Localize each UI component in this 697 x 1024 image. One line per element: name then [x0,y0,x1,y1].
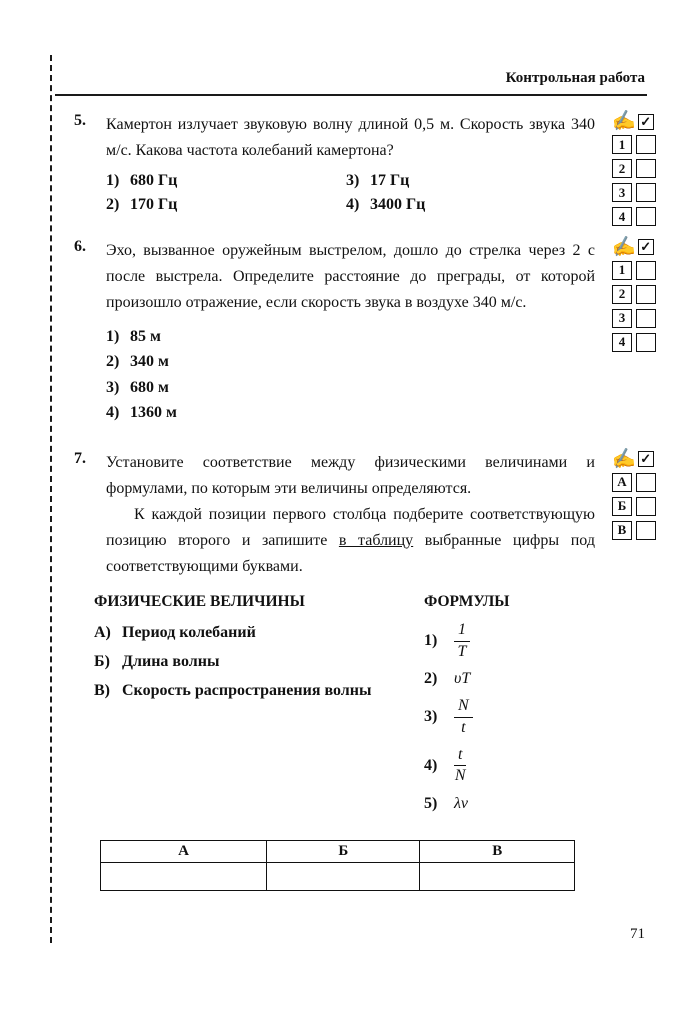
formula-number: 3) [424,708,438,726]
question-number: 6. [74,237,86,255]
answer-boxes-q6 [610,235,672,357]
option-number: 4) [106,404,120,422]
quantity-item-b [94,650,424,674]
formula-number: 4) [424,756,438,774]
answer-fill-box[interactable] [636,285,656,304]
question-5 [72,109,652,224]
answer-label-box: 2 [612,285,632,304]
answer-label-box: 1 [612,261,632,280]
answer-slot-2 [612,285,672,304]
question-intro: Установите соответствие между физическими величинами и формулами, по которым эти величины определяются. [106,453,595,497]
quantities-column [94,593,424,821]
option-text: 3400 Гц [370,195,426,213]
answer-boxes-q7 [610,447,672,545]
table-answer-cell-b[interactable] [267,862,420,890]
option-text: 680 м [130,378,169,396]
table-answer-cell-v[interactable] [420,862,575,890]
option [106,324,595,350]
answer-table-row [101,862,575,890]
answer-table-header [101,840,575,862]
page-number: 71 [630,926,645,942]
pencil-icon: ✍ [610,235,638,260]
answer-slot-3 [612,183,672,202]
formula-2 [424,670,594,688]
answer-slot-4 [612,333,672,352]
instruction-text: К каждой позиции первого столбца подберите соответствующую позицию второго и запишите [106,505,595,549]
answer-label-box: 2 [612,159,632,178]
question-text: Эхо, вызванное оружейным выстрелом, дошло до стрелка через 2 с после выстрела. Определите расстояние до преграды, от которой произошло отражение, если скорость звука в воздухе 340 м/с. [106,241,595,311]
formula-4 [424,746,594,786]
item-letter: В) [94,682,110,700]
question-6 [72,235,652,426]
option [106,196,346,214]
checked-checkbox[interactable]: ✓ [638,114,654,130]
page-header-title: Контрольная работа [505,70,645,86]
answer-slot-a [612,473,672,492]
formula-expression: υT [454,670,471,688]
option [106,349,595,375]
item-letter: Б) [94,653,110,671]
answer-fill-box[interactable] [636,135,656,154]
formula-number: 1) [424,632,438,650]
question-instruction [106,502,595,580]
binding-dashed-line [50,55,52,943]
quantity-item-v [94,679,424,703]
answer-label-box: 3 [612,309,632,328]
option-number: 2) [106,353,120,371]
formula-expression: λν [454,794,469,812]
item-letter: А) [94,624,111,642]
table-header-a: А [101,840,267,862]
option-text: 17 Гц [370,171,410,189]
answer-slot-b [612,497,672,516]
option-number: 4) [346,195,360,213]
option [106,400,595,426]
checked-checkbox[interactable]: ✓ [638,239,654,255]
instruction-text: выбранные цифры под соответствующими буквами. [106,531,595,575]
question-number: 7. [74,449,86,467]
formula-number: 5) [424,794,438,812]
table-header-v: В [420,840,575,862]
table-answer-cell-a[interactable] [101,862,267,890]
option [346,196,595,214]
answer-label-box: 4 [612,207,632,226]
table-header-b: Б [267,840,420,862]
formula-fraction: $\frac{t}{N}$ [454,746,466,785]
answer-fill-box[interactable] [636,497,656,516]
quantities-title: ФИЗИЧЕСКИЕ ВЕЛИЧИНЫ [94,593,305,611]
formula-1 [424,621,594,661]
answer-label-box: Б [612,497,632,516]
question-text: Камертон излучает звуковую волну длиной 0,5 м. Скорость звука 340 м/с. Какова частота колебаний камертона? [106,116,595,159]
item-text: Длина волны [122,653,220,671]
checked-checkbox[interactable]: ✓ [638,451,654,467]
answer-boxes-q5 [610,109,672,231]
pencil-icon: ✍ [610,447,638,472]
answer-slot-4 [612,207,672,226]
question-7 [72,447,652,891]
answer-slot-v [612,521,672,540]
option-number: 3) [346,171,360,189]
matching-columns [94,593,595,821]
option-text: 340 м [130,353,169,371]
answer-fill-box[interactable] [636,309,656,328]
instruction-underlined: в таблицу [338,531,414,549]
option-text: 1360 м [130,404,177,422]
page-content [72,109,652,915]
answer-fill-box[interactable] [636,473,656,492]
formula-5 [424,795,594,813]
option-number: 1) [106,327,120,345]
option-text: 170 Гц [130,195,178,213]
header-rule [55,94,647,96]
option-text: 85 м [130,327,161,345]
question-6-options [106,324,595,426]
answer-label-box: 3 [612,183,632,202]
option [346,172,595,190]
quantity-item-a [94,621,424,645]
answer-label-box: В [612,521,632,540]
answer-slot-3 [612,309,672,328]
item-text: Период колебаний [122,624,256,642]
answer-fill-box[interactable] [636,183,656,202]
option-number: 1) [106,171,120,189]
option [106,172,346,190]
answer-label-box: 1 [612,135,632,154]
answer-fill-box[interactable] [636,159,656,178]
question-5-options [106,172,595,214]
question-number: 5. [74,112,86,129]
answer-label-box: 4 [612,333,632,352]
formula-fraction: $\frac{1}{T}$ [454,621,470,661]
option-number: 2) [106,195,120,213]
answer-table [100,840,575,891]
pencil-icon: ✍ [610,109,638,134]
answer-slot-2 [612,159,672,178]
answer-slot-1 [612,135,672,154]
option [106,375,595,401]
answer-fill-box[interactable] [636,333,656,352]
formula-3 [424,697,594,737]
formula-fraction: $\frac{N}{t}$ [454,697,473,737]
answer-slot-1 [612,261,672,280]
option-text: 680 Гц [130,171,178,189]
answer-fill-box[interactable] [636,521,656,540]
answer-fill-box[interactable] [636,261,656,280]
answer-fill-box[interactable] [636,207,656,226]
answer-label-box: А [612,473,632,492]
formulas-title: ФОРМУЛЫ [424,593,510,611]
item-text: Скорость распространения волны [122,682,372,700]
formula-number: 2) [424,670,438,688]
formulas-column [424,593,594,821]
option-number: 3) [106,378,120,396]
